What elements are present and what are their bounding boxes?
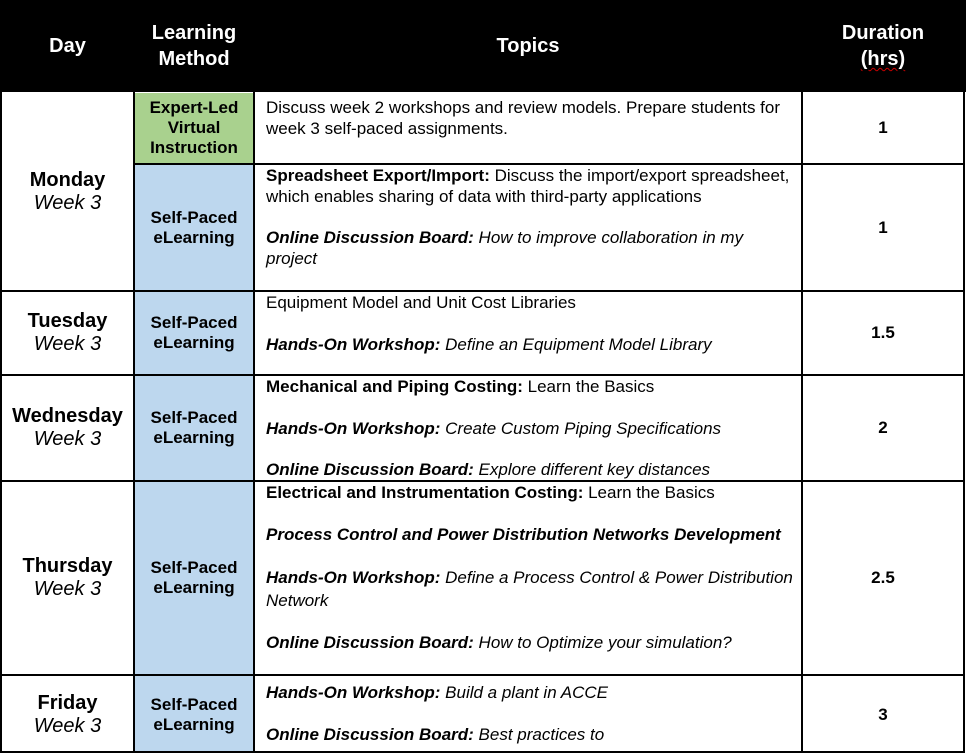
method-line2: Virtual: [167, 118, 221, 137]
method-line2: eLearning: [153, 714, 235, 734]
header-duration: [803, 0, 963, 92]
day-name: Thursday: [22, 555, 113, 577]
topic-description: Create Custom Piping Specifications: [440, 418, 722, 438]
method-line1: Self-Paced: [150, 408, 238, 427]
header-day-label: Day: [49, 35, 86, 57]
method-line3: Instruction: [150, 138, 238, 157]
header-day: [2, 0, 133, 92]
method-line1: Expert-Led: [149, 98, 239, 117]
duration-value: 1: [878, 217, 888, 237]
method-cell-self-paced: [135, 676, 253, 753]
topic-item: [266, 293, 794, 314]
topic-item: [266, 633, 794, 654]
day-week: Week 3: [33, 191, 102, 214]
topic-item: [266, 419, 794, 440]
method-cell-self-paced: [135, 292, 253, 374]
column-divider: [133, 92, 135, 753]
method-line2: eLearning: [153, 333, 235, 352]
topics-cell-thursday: [266, 483, 794, 654]
method-line1: Self-Paced: [150, 694, 238, 714]
duration-cell: [803, 676, 963, 753]
topic-description: Define an Equipment Model Library: [440, 334, 712, 354]
topic-item: [266, 566, 794, 612]
topic-item: [266, 483, 794, 504]
method-cell-self-paced: [135, 482, 253, 674]
duration-value: 2: [878, 418, 888, 437]
day-cell-friday: [2, 676, 133, 753]
topic-heading: Hands-On Workshop:: [266, 683, 441, 702]
topics-cell-tuesday: [266, 293, 794, 355]
table-border: [963, 92, 965, 753]
duration-value: 2.5: [871, 568, 895, 587]
row-divider: [0, 674, 965, 676]
day-week: Week 3: [33, 578, 102, 600]
topic-description: Discuss the import/export spreadsheet, which enables sharing of data with third-party applications: [266, 166, 790, 206]
duration-cell: [803, 292, 963, 374]
topic-item: [266, 525, 794, 546]
topics-cell-friday: [266, 683, 794, 745]
header-topics-label: Topics: [496, 35, 560, 57]
topic-item: [266, 725, 794, 746]
duration-value: 1: [878, 118, 888, 137]
day-cell-thursday: [2, 482, 133, 674]
table-header: [0, 0, 966, 92]
topic-description: Learn the Basics: [522, 377, 655, 396]
topic-heading: Online Discussion Board:: [266, 460, 474, 480]
topic-item: [266, 228, 794, 270]
header-learning-method: [135, 0, 253, 92]
topic-item: [266, 683, 794, 704]
topic-description: Equipment Model and Unit Cost Libraries: [266, 293, 576, 312]
topics-cell-monday-self-paced: [266, 166, 794, 270]
method-line1: Self-Paced: [150, 558, 238, 577]
topic-description: Build a plant in ACCE: [440, 683, 608, 702]
row-divider: [0, 290, 965, 292]
day-name: Friday: [37, 691, 98, 714]
duration-cell: [803, 376, 963, 480]
method-cell-self-paced: [135, 376, 253, 480]
day-week: Week 3: [33, 714, 102, 737]
topic-description: Explore different key distances: [473, 460, 711, 480]
topic-heading: Hands-On Workshop:: [266, 568, 441, 588]
topic-heading: Hands-On Workshop:: [266, 418, 441, 438]
topic-heading: Online Discussion Board:: [266, 724, 474, 744]
topic-heading: Online Discussion Board:: [266, 632, 474, 652]
column-divider: [253, 92, 255, 753]
duration-cell: [803, 165, 963, 290]
duration-value: 1.5: [871, 323, 895, 342]
duration-cell: [803, 93, 963, 163]
header-topics: [255, 0, 801, 92]
row-divider: [0, 374, 965, 376]
method-cell-self-paced: [135, 165, 253, 290]
header-method-line2: Method: [158, 48, 230, 70]
topic-heading: Electrical and Instrumentation Costing:: [266, 483, 584, 502]
day-name: Monday: [29, 168, 106, 191]
day-cell-tuesday: [2, 292, 133, 374]
topic-heading: Online Discussion Board:: [266, 228, 474, 248]
topic-item: [266, 460, 794, 481]
topics-cell-monday-expert: [266, 98, 794, 140]
column-divider: [801, 92, 803, 753]
topic-text: Discuss week 2 workshops and review models. Prepare students for week 3 self-paced assignments.: [266, 98, 781, 138]
day-name: Wednesday: [12, 405, 123, 427]
topic-item: [266, 335, 794, 356]
topic-description: How to improve collaboration in my project: [266, 228, 744, 269]
table-border: [0, 92, 2, 753]
method-line2: eLearning: [153, 578, 235, 597]
topic-heading: Process Control and Power Distribution Networks Development: [266, 524, 781, 544]
header-duration-line1: Duration: [841, 22, 925, 44]
day-cell-wednesday: [2, 376, 133, 480]
duration-value: 3: [878, 704, 888, 724]
day-week: Week 3: [33, 428, 102, 450]
header-method-line1: Learning: [151, 22, 237, 44]
topic-heading: Hands-On Workshop:: [266, 334, 441, 354]
topic-description: Define a Process Control & Power Distribution Network: [266, 568, 793, 611]
topic-heading: Mechanical and Piping Costing:: [266, 377, 523, 396]
method-line2: eLearning: [153, 428, 235, 447]
day-name: Tuesday: [27, 310, 108, 332]
topic-description: How to Optimize your simulation?: [473, 632, 732, 652]
topic-item: [266, 166, 794, 208]
topics-cell-wednesday: [266, 377, 794, 481]
row-divider: [0, 480, 965, 482]
topic-heading: Spreadsheet Export/Import:: [266, 166, 490, 185]
method-line2: eLearning: [153, 227, 235, 247]
topic-item: [266, 377, 794, 398]
row-divider: [133, 163, 965, 165]
day-week: Week 3: [33, 333, 102, 355]
method-line1: Self-Paced: [150, 313, 238, 332]
method-cell-expert-led: [135, 93, 253, 163]
day-cell-monday: [2, 93, 133, 290]
header-duration-line2: (hrs): [860, 48, 906, 70]
topic-description: Learn the Basics: [583, 483, 715, 502]
method-line1: Self-Paced: [150, 207, 238, 227]
duration-cell: [803, 482, 963, 674]
topic-description: Best practices to: [473, 724, 605, 744]
